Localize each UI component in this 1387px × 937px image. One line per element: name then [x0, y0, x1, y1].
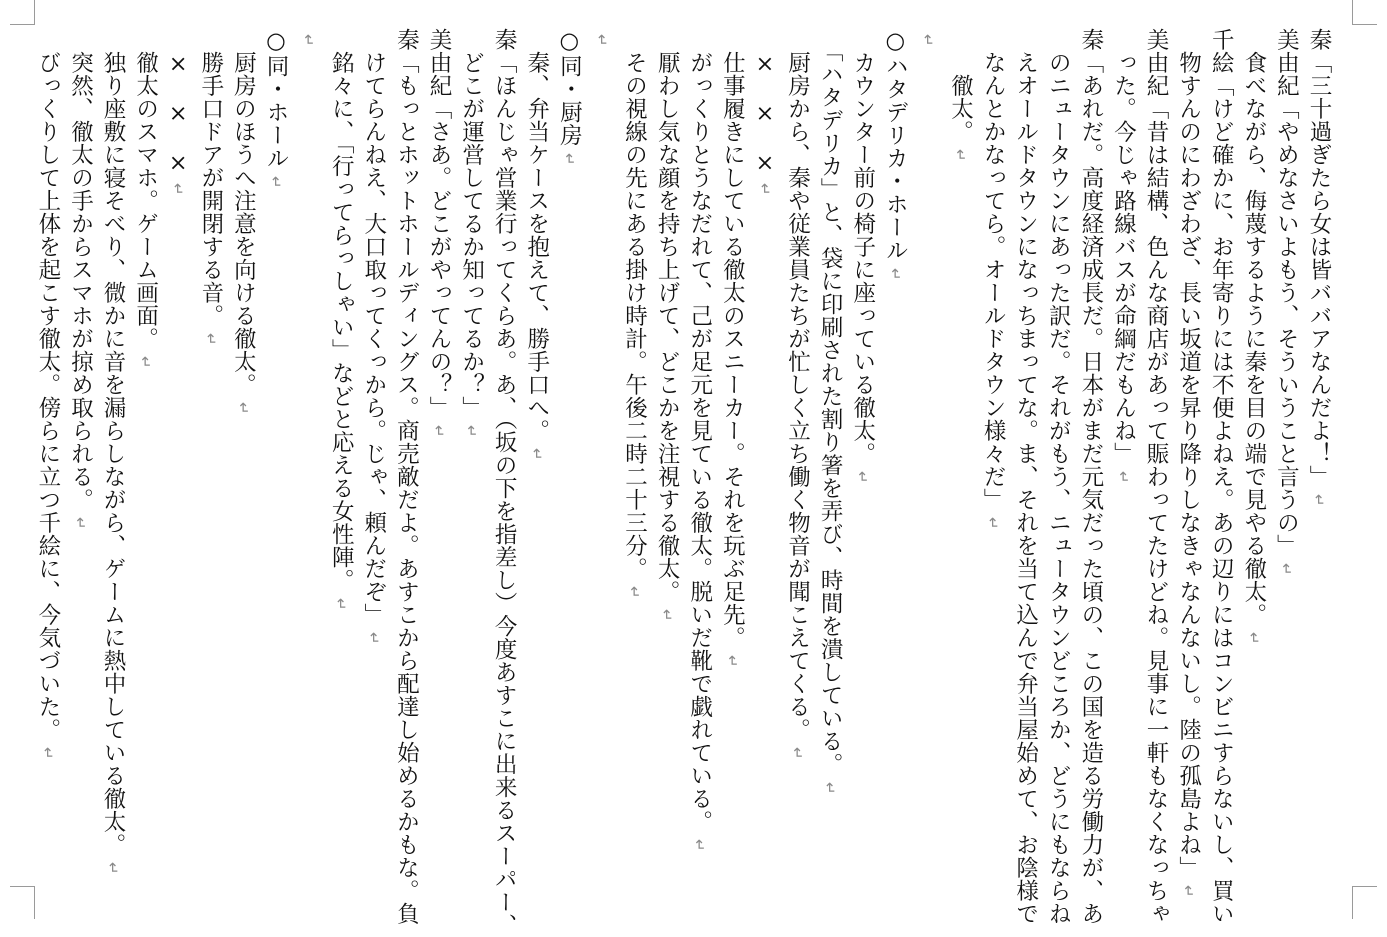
paragraph-return-icon: ↵: [723, 655, 742, 669]
paragraph-return-icon: ↵: [234, 402, 253, 416]
script-line: [96, 28, 129, 876]
script-line: [814, 28, 847, 868]
paragraph-return-icon: ↵: [690, 839, 709, 853]
script-line: [1009, 28, 1042, 925]
line-text: 厨房のほうへ注意を向ける徹太。: [230, 28, 257, 396]
paragraph-return-icon: ↵: [918, 34, 937, 48]
script-line: [1302, 28, 1335, 868]
script-line: [716, 28, 749, 868]
script-line: [911, 28, 944, 868]
line-text: 「ハタデリカ」と、袋に印刷された割り箸を弄び、時間を潰している。: [817, 28, 844, 776]
paragraph-return-icon: ↵: [658, 609, 677, 623]
paragraph-return-icon: ↵: [1114, 471, 1133, 485]
script-line: [1237, 28, 1270, 868]
paragraph-return-icon: ↵: [169, 182, 188, 196]
line-text: どこが運営してるか知ってるか？」: [458, 28, 485, 419]
script-line: [651, 28, 684, 868]
paragraph-return-icon: ↵: [136, 356, 155, 370]
line-text: 秦「あれだ。高度経済成長だ。日本がまだ元気だった頃の、この国を造る労働力が、あ: [1077, 28, 1104, 925]
paragraph-return-icon: ↵: [267, 175, 285, 189]
paragraph-return-icon: ↵: [364, 632, 383, 646]
paragraph-return-icon: ↵: [951, 149, 970, 163]
line-text: 厭わし気な顔を持ち上げて、どこかを注視する徹太。: [654, 28, 681, 603]
paragraph-return-icon: ↵: [625, 586, 644, 600]
script-line: [1172, 28, 1205, 899]
line-text: 美由紀「さあ。どこがやってんの？」: [425, 28, 452, 419]
paragraph-return-icon: ↵: [527, 448, 546, 462]
script-line: [1074, 28, 1107, 925]
paragraph-return-icon: ↵: [71, 517, 90, 531]
line-text: 徹太のスマホ。ゲーム画面。: [132, 28, 159, 350]
script-line: [357, 28, 390, 868]
script-line: [227, 28, 260, 868]
script-line: [553, 28, 586, 868]
script-line: [325, 28, 358, 868]
paragraph-return-icon: ↵: [592, 34, 611, 48]
paragraph-return-icon: ↵: [1277, 563, 1296, 577]
script-line: [422, 28, 455, 868]
line-text: 勝手口ドアが開閉する音。: [197, 28, 224, 327]
line-text: 秦「もっとホットホールディングス。商売敵だよ。あすこから配達し始めるかもな。負: [393, 28, 420, 925]
line-text: 秦「三十過ぎたら女は皆ババアなんだよ！」: [1306, 28, 1332, 488]
paragraph-return-icon: ↵: [1179, 885, 1198, 899]
script-line: [1042, 28, 1075, 925]
paragraph-return-icon: ↵: [38, 747, 57, 761]
crop-mark-top-right: [1352, 0, 1377, 25]
line-text: った。今じゃ路線バスが命綱だもんね」: [1110, 28, 1137, 465]
paragraph-return-icon: ↵: [755, 182, 774, 196]
paragraph-return-icon: ↵: [886, 267, 905, 281]
line-text: えオールドタウンになっちまってな。ま、それを当て込んで弁当屋始めて、お陰様で: [1012, 28, 1039, 925]
crop-mark-top-left: [10, 0, 35, 25]
script-line: [944, 28, 977, 868]
paragraph-return-icon: ↵: [821, 781, 840, 795]
paragraph-return-icon: ↵: [984, 517, 1003, 531]
line-text: ○ハタデリカ・ホール: [882, 28, 909, 262]
script-line: [585, 28, 618, 868]
line-text: 銘々に、「行ってらっしゃい」などと応える女性陣。: [328, 28, 355, 592]
paragraph-return-icon: ↵: [1310, 494, 1328, 508]
line-text: その視線の先にある掛け時計。午後二時二十三分。: [621, 28, 648, 580]
line-text: 美由紀「昔は結構、色んな商店があって賑わってたけどね。見事に一軒もなくなっちゃ: [1143, 28, 1170, 925]
script-line: [879, 28, 912, 868]
script-line: [1205, 28, 1238, 925]
line-text: 食べながら、侮蔑するように秦を目の端で見やる徹太。: [1240, 28, 1267, 626]
paragraph-return-icon: ↵: [462, 425, 481, 439]
line-text: 物すんのにわざわざ、長い坂道を昇り降りしなきゃなんないし。陸の孤島よね」: [1175, 28, 1202, 879]
script-line: [1270, 28, 1303, 868]
crop-mark-bottom-left: [10, 886, 35, 919]
script-line: [846, 28, 879, 868]
script-line: [64, 28, 97, 868]
script-line: [390, 28, 423, 925]
script-line: [31, 28, 64, 868]
line-text: × × ×: [165, 28, 192, 177]
paragraph-return-icon: ↵: [1244, 632, 1263, 646]
paragraph-return-icon: ↵: [788, 747, 807, 761]
paragraph-return-icon: ↵: [429, 425, 448, 439]
script-line: [162, 28, 195, 868]
line-text: なんとかなってら。オールドタウン様々だ」: [980, 28, 1007, 511]
paragraph-return-icon: ↵: [299, 34, 318, 48]
paragraph-return-icon: ↵: [332, 597, 351, 611]
script-line: [520, 28, 553, 868]
line-text: がっくりとうなだれて、己が足元を見ている徹太。脱いだ靴で戯れている。: [686, 28, 713, 833]
script-line: [781, 28, 814, 868]
line-text: 美由紀「やめなさいよもう、そういうこと言うの」: [1273, 28, 1300, 557]
script-line: [292, 28, 325, 868]
line-text: 仕事履きにしている徹太のスニーカー。それを玩ぶ足先。: [719, 28, 746, 649]
line-text: のニュータウンにあった訳だ。それがもう、ニュータウンどころか、どうにもならね: [1045, 28, 1072, 925]
crop-mark-bottom-right: [1352, 886, 1377, 919]
script-line: [683, 28, 716, 868]
line-text: 突然、徹太の手からスマホが掠め取られる。: [67, 28, 94, 511]
script-line: [1139, 28, 1172, 925]
line-text: ○同・ホール: [263, 28, 289, 170]
line-text: びっくりして上体を起こす徹太。傍らに立つ千絵に、今気づいた。: [34, 28, 61, 741]
paragraph-return-icon: ↵: [201, 333, 220, 347]
script-line: [455, 28, 488, 868]
script-line: [194, 28, 227, 868]
vertical-script-body[interactable]: [30, 28, 1335, 937]
line-text: 独り座敷に寝そべり、微かに音を漏らしながら、ゲームに熱中している徹太。: [100, 28, 127, 856]
line-text: ○同・厨房: [556, 28, 583, 147]
script-line: [259, 28, 292, 868]
line-text: 厨房から、秦や従業員たちが忙しく立ち働く物音が聞こえてくる。: [784, 28, 811, 741]
line-text: 秦、弁当ケースを抱えて、勝手口へ。: [523, 28, 550, 442]
script-line: [488, 28, 521, 937]
paragraph-return-icon: ↵: [104, 862, 123, 876]
script-line: [748, 28, 781, 868]
line-text: 千絵「けど確かに、お年寄りには不便よねえ。あの辺りにはコンビニすらないし、買い: [1208, 28, 1235, 925]
line-text: 秦「ほんじゃ営業行ってくらあ。あ、（坂の下を指差し）今度あすこに出来るスーパー、: [491, 28, 518, 937]
script-line: [976, 28, 1009, 868]
script-line: [618, 28, 651, 868]
line-text: × × ×: [751, 28, 778, 177]
line-text: けてらんねえ、大口取ってくっから。じゃ、頼んだぞ」: [360, 28, 387, 626]
paragraph-return-icon: ↵: [853, 471, 872, 485]
line-text: 徹太。: [947, 28, 974, 143]
paragraph-return-icon: ↵: [560, 152, 579, 166]
line-text: カウンター前の椅子に座っている徹太。: [849, 28, 876, 465]
script-line: [1107, 28, 1140, 868]
script-line: [129, 28, 162, 868]
